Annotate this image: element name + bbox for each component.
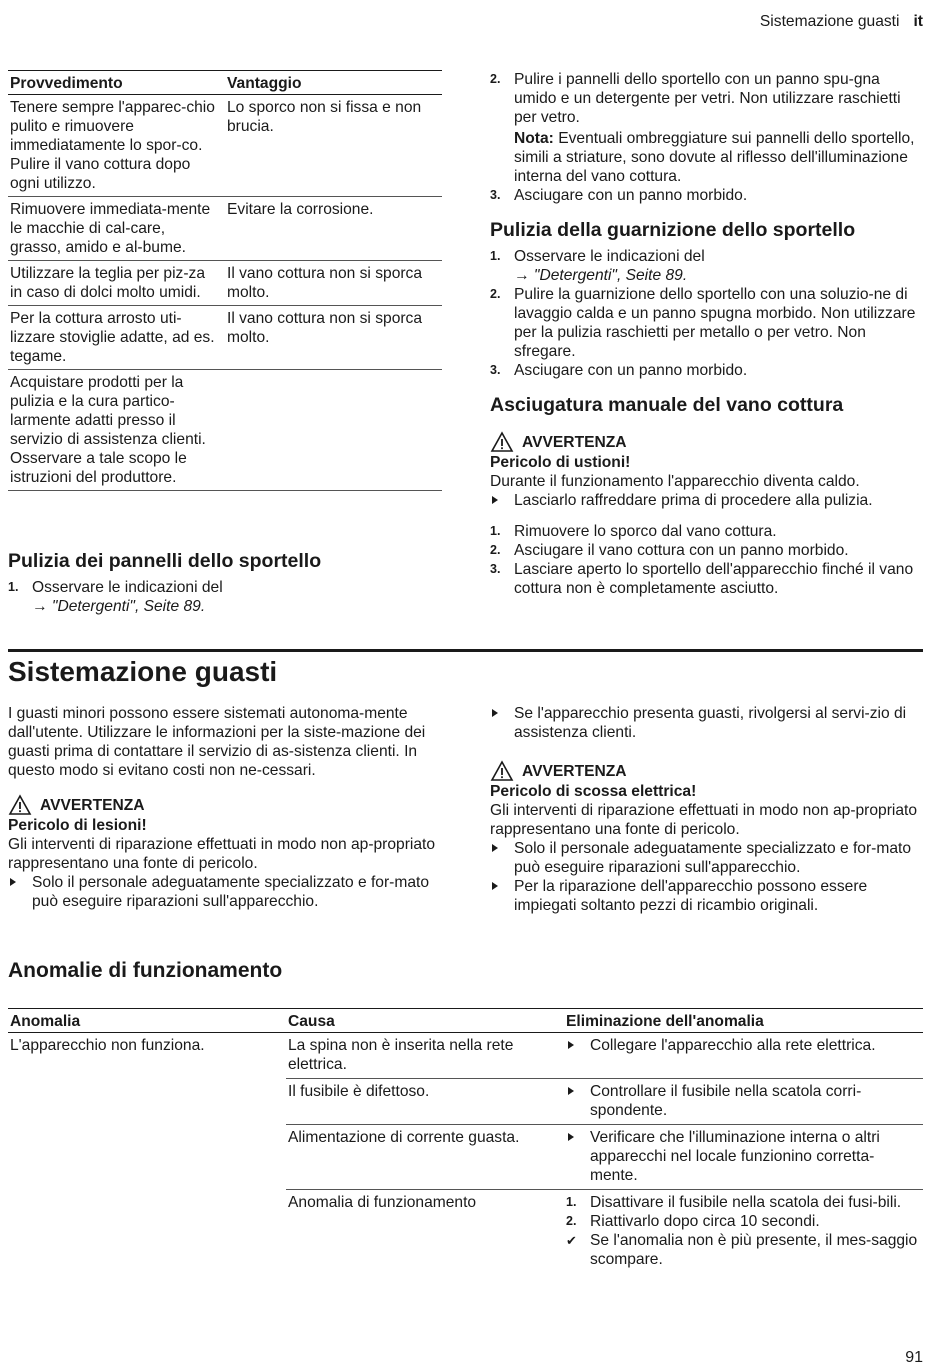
step-text: Asciugare con un panno morbido. xyxy=(514,187,748,204)
bullet-arrow-icon xyxy=(492,844,498,852)
step-number: 1. xyxy=(566,1195,577,1209)
bullet-text: Lasciarlo raffreddare prima di procedere alla pulizia. xyxy=(514,492,873,509)
step-number: 1. xyxy=(8,580,19,594)
cross-reference-link[interactable]: → "Detergenti", Seite 89. xyxy=(514,267,688,284)
header-language: it xyxy=(913,13,923,30)
table-row xyxy=(8,370,442,491)
remedy-bullet xyxy=(566,1036,921,1055)
step-number: 1. xyxy=(490,249,501,263)
step-text: Pulire i pannelli dello sportello con un panno spu-gna umido e un detergente per vetri. Non utilizzare raschietti per vetro. xyxy=(514,71,901,126)
column-header: Causa xyxy=(286,1009,564,1033)
table-cell: Lo sporco non si fissa e non brucia. xyxy=(225,95,442,197)
warning-label: AVVERTENZA xyxy=(40,796,145,814)
remedy-cell xyxy=(564,1125,923,1190)
running-header xyxy=(760,12,923,31)
warning-title xyxy=(490,431,922,453)
table-cell: Rimuovere immediata-mente le macchie di cal-care, grasso, amido e al-bume. xyxy=(8,197,225,261)
warning-bullet xyxy=(8,873,442,911)
bullet-text: Per la riparazione dell'apparecchio possono essere impiegati soltanto pezzi di ricambio originali. xyxy=(514,878,868,914)
warning-bullet xyxy=(490,839,922,877)
bullet-arrow-icon xyxy=(568,1087,574,1095)
step-item xyxy=(490,361,922,380)
step-text: Rimuovere lo sporco dal vano cottura. xyxy=(514,523,777,540)
warning-text: Gli interventi di riparazione effettuati in modo non ap-propriato rappresentano una fonte di pericolo. xyxy=(8,836,436,872)
bullet-text: Controllare il fusibile nella scatola corri-spondente. xyxy=(590,1083,862,1119)
step-number: 2. xyxy=(490,287,501,301)
bullet-text: Collegare l'apparecchio alla rete elettrica. xyxy=(590,1037,876,1054)
column-header: Vantaggio xyxy=(225,71,442,95)
warning-subtitle: Pericolo di ustioni! xyxy=(490,454,631,471)
bullet-arrow-icon xyxy=(568,1041,574,1049)
intro-paragraph: I guasti minori possono essere sistemati autonoma-mente dall'utente. Utilizzare le informazioni per la siste-mazione dei guasti prima di contattare il servizio di as-sistenza clienti. In questo modo si evitano costi non ne-cessari. xyxy=(8,705,426,779)
table-cell: Il vano cottura non si sporca molto. xyxy=(225,306,442,370)
section-heading: Pulizia della guarnizione dello sportello xyxy=(490,219,856,241)
bullet-arrow-icon xyxy=(10,878,16,886)
warning-bullet xyxy=(490,877,922,915)
step-item xyxy=(490,247,922,285)
service-bullet xyxy=(490,704,922,742)
step-text: Lasciare aperto lo sportello dell'apparecchio finché il vano cottura non è completamente asciutto. xyxy=(514,561,914,597)
note-label: Nota: xyxy=(514,130,554,147)
step-text: Disattivare il fusibile nella scatola dei fusi-bili. xyxy=(590,1194,902,1211)
cause-cell: Anomalia di funzionamento xyxy=(288,1194,477,1211)
step-number: 3. xyxy=(490,562,501,576)
step-number: 2. xyxy=(490,543,501,557)
step-text: Asciugare con un panno morbido. xyxy=(514,362,748,379)
anomaly-cell: L'apparecchio non funziona. xyxy=(10,1037,205,1054)
malfunction-table xyxy=(8,1008,923,1273)
warning-block xyxy=(490,760,922,915)
cause-cell: Alimentazione di corrente guasta. xyxy=(286,1125,564,1190)
step-item xyxy=(566,1231,921,1269)
column-header: Anomalia xyxy=(8,1009,286,1033)
remedy-cell xyxy=(564,1033,923,1079)
section-heading: Anomalie di funzionamento xyxy=(8,959,283,982)
step-item xyxy=(490,522,922,541)
bullet-arrow-icon xyxy=(492,709,498,717)
bullet-text: Solo il personale adeguatamente specializzato e for-mato può eseguire riparazioni sull'apparecchio. xyxy=(514,840,912,876)
step-item xyxy=(490,186,922,205)
checkmark-icon: ✔ xyxy=(566,1233,577,1248)
door-panels-section xyxy=(8,549,442,616)
step-item xyxy=(490,560,922,598)
warning-title xyxy=(490,760,922,782)
warning-triangle-icon xyxy=(490,760,514,782)
step-number: 2. xyxy=(566,1214,577,1228)
table-cell: Evitare la corrosione. xyxy=(225,197,442,261)
cause-cell: La spina non è inserita nella rete elettrica. xyxy=(286,1033,564,1079)
table-row xyxy=(8,261,442,306)
table-row xyxy=(8,197,442,261)
cross-reference-link[interactable]: → "Detergenti", Seite 89. xyxy=(32,598,206,615)
table-cell: Per la cottura arrosto uti-lizzare stoviglie adatte, ad es. tegame. xyxy=(8,306,225,370)
step-text: Osservare le indicazioni del xyxy=(32,579,223,596)
table-row xyxy=(8,1033,923,1079)
step-item xyxy=(566,1193,921,1212)
step-text: Pulire la guarnizione dello sportello con una soluzio-ne di lavaggio calda e un panno spugna morbido. Non utilizzare per la pulizia raschietti per metallo o per vetro. Non sfregare. xyxy=(514,286,916,360)
table-cell: Utilizzare la teglia per piz-za in caso di dolci molto umidi. xyxy=(8,261,225,306)
table-cell: Tenere sempre l'apparec-chio pulito e rimuovere immediatamente lo spor-co. Pulire il vano cottura dopo ogni utilizzo. xyxy=(8,95,225,197)
bullet-arrow-icon xyxy=(492,882,498,890)
bullet-text: Solo il personale adeguatamente specializzato e for-mato può eseguire riparazioni sull'apparecchio. xyxy=(32,874,430,910)
step-number: 2. xyxy=(490,72,501,86)
table-cell xyxy=(225,370,442,491)
step-list xyxy=(490,247,922,380)
step-list xyxy=(566,1193,921,1269)
warning-title xyxy=(8,794,442,816)
step-number: 3. xyxy=(490,188,501,202)
table-row xyxy=(8,306,442,370)
warning-label: AVVERTENZA xyxy=(522,762,627,780)
table-header-row xyxy=(8,1009,923,1033)
step-text: Asciugare il vano cottura con un panno morbido. xyxy=(514,542,849,559)
page-number: 91 xyxy=(905,1349,923,1366)
bullet-text: Se l'apparecchio presenta guasti, rivolgersi al servi-zio di assistenza clienti. xyxy=(514,705,907,741)
step-text: Osservare le indicazioni del xyxy=(514,248,705,265)
table-row xyxy=(8,95,442,197)
remedy-cell xyxy=(564,1190,923,1274)
step-item xyxy=(8,578,442,616)
troubleshooting-intro xyxy=(8,704,442,911)
warning-bullet xyxy=(490,491,922,510)
warning-text: Durante il funzionamento l'apparecchio diventa caldo. xyxy=(490,473,860,490)
section-heading: Asciugatura manuale del vano cottura xyxy=(490,394,844,416)
table-cell: Acquistare prodotti per la pulizia e la cura partico-larmente adatti presso il servizio di assistenza clienti. Osservare a tale scopo le istruzioni del produttore. xyxy=(8,370,225,491)
step-list xyxy=(8,578,442,616)
warning-triangle-icon xyxy=(8,794,32,816)
warning-text: Gli interventi di riparazione effettuati in modo non ap-propriato rappresentano una fonte di pericolo. xyxy=(490,802,918,838)
warning-triangle-icon xyxy=(490,431,514,453)
step-item xyxy=(566,1212,921,1231)
step-text: Se l'anomalia non è più presente, il mes-saggio scompare. xyxy=(590,1232,918,1268)
cause-cell: Il fusibile è difettoso. xyxy=(286,1079,564,1125)
warning-block xyxy=(8,794,442,911)
troubleshooting-right xyxy=(490,704,922,915)
bullet-arrow-icon xyxy=(568,1133,574,1141)
table-cell: Il vano cottura non si sporca molto. xyxy=(225,261,442,306)
remedy-cell xyxy=(564,1079,923,1125)
note xyxy=(514,129,922,186)
warning-label: AVVERTENZA xyxy=(522,433,627,451)
table-header-row xyxy=(8,71,442,95)
column-header: Eliminazione dell'anomalia xyxy=(564,1009,923,1033)
bullet-arrow-icon xyxy=(492,496,498,504)
care-measures-table xyxy=(8,70,442,491)
step-list xyxy=(490,70,922,205)
remedy-bullet xyxy=(566,1128,921,1185)
header-section: Sistemazione guasti xyxy=(759,13,900,30)
chapter-divider xyxy=(8,649,923,652)
step-list xyxy=(490,522,922,598)
warning-subtitle: Pericolo di scossa elettrica! xyxy=(490,783,697,800)
bullet-text: Verificare che l'illuminazione interna o altri apparecchi nel locale funzionino corretta-mente. xyxy=(590,1129,880,1184)
step-number: 3. xyxy=(490,363,501,377)
column-header: Provvedimento xyxy=(8,71,225,95)
remedy-bullet xyxy=(566,1082,921,1120)
right-column-top xyxy=(490,70,922,598)
chapter-title: Sistemazione guasti xyxy=(8,656,278,687)
step-item xyxy=(490,541,922,560)
warning-subtitle: Pericolo di lesioni! xyxy=(8,817,147,834)
step-item xyxy=(490,70,922,186)
step-text: Riattivarlo dopo circa 10 secondi. xyxy=(590,1213,820,1230)
warning-block xyxy=(490,431,922,510)
step-item xyxy=(490,285,922,361)
step-number: 1. xyxy=(490,524,501,538)
note-text: Eventuali ombreggiature sui pannelli dello sportello, simili a striature, sono dovute al riflesso dell'illuminazione interna del vano cottura. xyxy=(514,130,915,185)
section-heading: Pulizia dei pannelli dello sportello xyxy=(8,550,322,572)
